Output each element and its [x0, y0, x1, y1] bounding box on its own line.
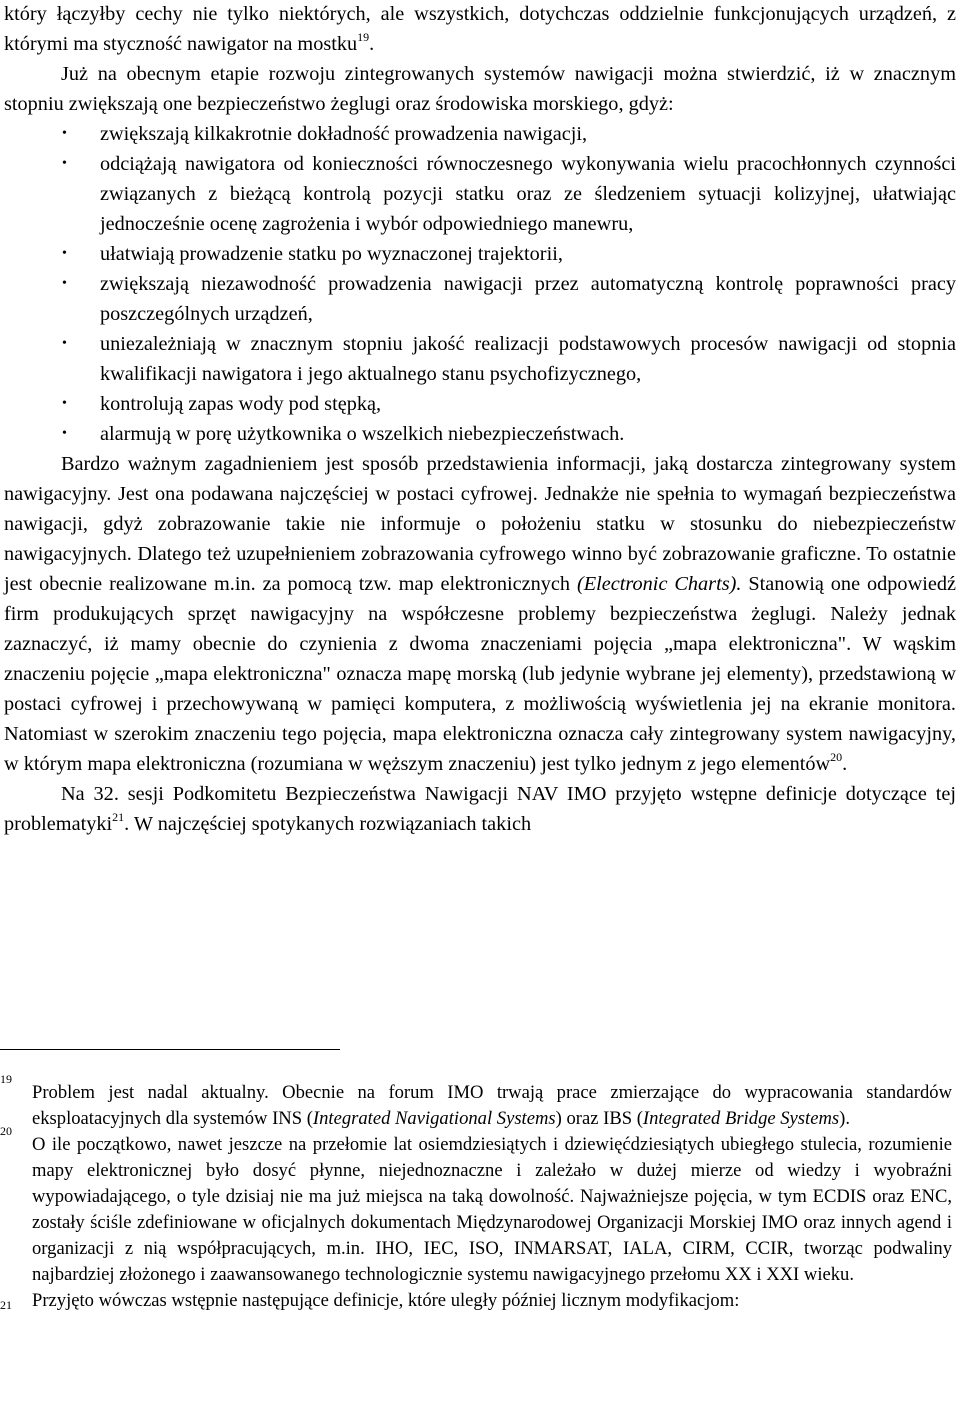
- bullet-icon: •: [62, 156, 67, 171]
- list-item: [62, 239, 956, 269]
- footnote-21: [0, 1288, 952, 1314]
- list-item-text: zwiększają kilkakrotnie dokładność prowadzenia nawigacji,: [100, 123, 588, 145]
- list-item: [62, 389, 956, 419]
- footnote-ref-20[interactable]: 20: [830, 750, 843, 764]
- paragraph-text: . W najczęściej spotykanych rozwiązaniach takich: [124, 813, 532, 835]
- paragraph-text: Na 32. sesji Podkomitetu Bezpieczeństwa Nawigacji NAV IMO przyjęto wstępne definicje dotyczące tej problematyki: [4, 783, 956, 835]
- bullet-icon: •: [62, 396, 67, 411]
- bullet-icon: •: [62, 126, 67, 141]
- paragraph-text: Bardzo ważnym zagadnieniem jest sposób przedstawienia informacji, jaką dostarcza zintegrowany system nawigacyjny. Jest ona podawana najczęściej w postaci cyfrowej. Jednakże nie spełnia to wymagań bezpieczeństwa nawigacji, gdyż zobrazowanie takie nie informuje o położeniu statku w stosunku do niebezpieczeństw nawigacyjnych. Dlatego też uzupełnieniem zobrazowania cyfrowego winno być zobrazowanie graficzne. To ostatnie jest obecnie realizowane m.in. za pomocą tzw. map elektronicznych: [4, 453, 956, 595]
- footnotes-section: [0, 1072, 952, 1314]
- list-item: [62, 329, 956, 389]
- list-item-text: kontrolują zapas wody pod stępką,: [100, 393, 382, 415]
- body-text: [4, 0, 956, 839]
- paragraph-intro: Już na obecnym etapie rozwoju zintegrowanych systemów nawigacji można stwierdzić, iż w znacznym stopniu zwiększają one bezpieczeństwo żeglugi oraz środowiska morskiego, gdyż:: [4, 63, 956, 115]
- footnote-text: Przyjęto wówczas wstępnie następujące definicje, które uległy później licznym modyfikacjom:: [32, 1290, 740, 1311]
- footnote-text: O ile początkowo, nawet jeszcze na przełomie lat osiemdziesiątych i dziewięćdziesiątych ubiegłego stulecia, rozumienie mapy elektronicznej było dosyć płynne, niejednoznaczne i zależało w dużej mierze od wiedzy i wyobraźni wypowiadającego, o tyle dzisiaj nie ma już miejsca na taką dowolność. Najważniejsze pojęcia, w tym ECDIS oraz ENC, zostały ściśle zdefiniowane w oficjalnych dokumentach Międzynarodowej Organizacji Morskiej IMO oraz innych agend i organizacji z nią współpracujących, m.in. IHO, IEC, ISO, INMARSAT, IALA, CIRM, CCIR, tworząc podwaliny najbardziej złożonego i zaawansowanego technologicznie systemu nawigacyjnego przełomu XX i XXI wieku.: [32, 1134, 952, 1285]
- list-item-text: zwiększają niezawodność prowadzenia nawigacji przez automatyczną kontrolę poprawności pracy poszczególnych urządzeń,: [100, 273, 956, 325]
- paragraph-end: .: [842, 753, 848, 775]
- italic-term: Integrated Navigational Systems: [312, 1108, 556, 1129]
- list-item-text: odciążają nawigatora od konieczności równoczesnego wykonywania wielu pracochłonnych czynności związanych z bieżącą kontrolą pozycji statku oraz ze śledzeniem sytuacji kolizyjnej, ułatwiając jednocześnie ocenę zagrożenia i wybór odpowiedniego manewru,: [100, 153, 956, 235]
- footnote-ref-19[interactable]: 19: [357, 30, 370, 44]
- footnote-divider: [0, 1049, 340, 1050]
- paragraph-continuation: [4, 0, 956, 59]
- paragraph-end: .: [369, 33, 375, 55]
- bullet-list: [4, 119, 956, 449]
- list-item-text: ułatwiają prowadzenie statku po wyznaczonej trajektorii,: [100, 243, 563, 265]
- list-item: [62, 119, 956, 149]
- list-item-text: uniezależniają w znacznym stopniu jakość realizacji podstawowych procesów nawigacji od stopnia kwalifikacji nawigatora i jego aktualnego stanu psychofizycznego,: [100, 333, 956, 385]
- footnote-text: Problem jest nadal aktualny. Obecnie na forum IMO trwają prace zmierzające do wypracowania standardów eksploatacyjnych dla systemów INS (: [32, 1082, 952, 1129]
- bullet-icon: •: [62, 426, 67, 441]
- footnote-number: 19: [0, 1072, 12, 1086]
- footnote-19: [0, 1072, 952, 1132]
- footnote-text: ).: [839, 1108, 850, 1129]
- paragraph-electronic-charts: [4, 449, 956, 779]
- italic-term: (Electronic Charts).: [576, 573, 742, 595]
- footnote-number: 20: [0, 1124, 12, 1138]
- list-item: [62, 149, 956, 239]
- footnote-number: 21: [0, 1298, 12, 1312]
- italic-term: Integrated Bridge Systems: [642, 1108, 840, 1129]
- list-item-text: alarmują w porę użytkownika o wszelkich niebezpieczeństwach.: [100, 423, 625, 445]
- paragraph-text: Stanowią one odpowiedź firm produkujących sprzęt nawigacyjny na współczesne problemy bezpieczeństwa żeglugi. Należy jednak zaznaczyć, iż mamy obecnie do czynienia z dwoma znaczeniami pojęcia „mapa elektroniczna". W wąskim znaczeniu pojęcie „mapa elektroniczna" oznacza mapę morską (lub jedynie wybrane jej elementy), przedstawioną w postaci cyfrowej i przechowywaną w pamięci komputera, z możliwością wyświetlenia jej na ekranie monitora. Natomiast w szerokim znaczeniu tego pojęcia, mapa elektroniczna oznacza cały zintegrowany system nawigacyjny, w którym mapa elektroniczna (rozumiana w węższym znaczeniu) jest tylko jednym z jego elementów: [4, 573, 956, 775]
- footnote-text: ) oraz IBS (: [555, 1108, 643, 1129]
- bullet-icon: •: [62, 336, 67, 351]
- footnote-20: [0, 1124, 952, 1288]
- bullet-icon: •: [62, 276, 67, 291]
- footnote-ref-21[interactable]: 21: [112, 810, 125, 824]
- paragraph-nav-imo: [4, 779, 956, 839]
- paragraph-text: który łączyłby cechy nie tylko niektórych, ale wszystkich, dotychczas oddzielnie funkcjonujących urządzeń, z którymi ma styczność nawigator na mostku: [4, 3, 956, 55]
- document-page: [4, 0, 956, 839]
- list-item: [62, 419, 956, 449]
- bullet-icon: •: [62, 246, 67, 261]
- list-item: [62, 269, 956, 329]
